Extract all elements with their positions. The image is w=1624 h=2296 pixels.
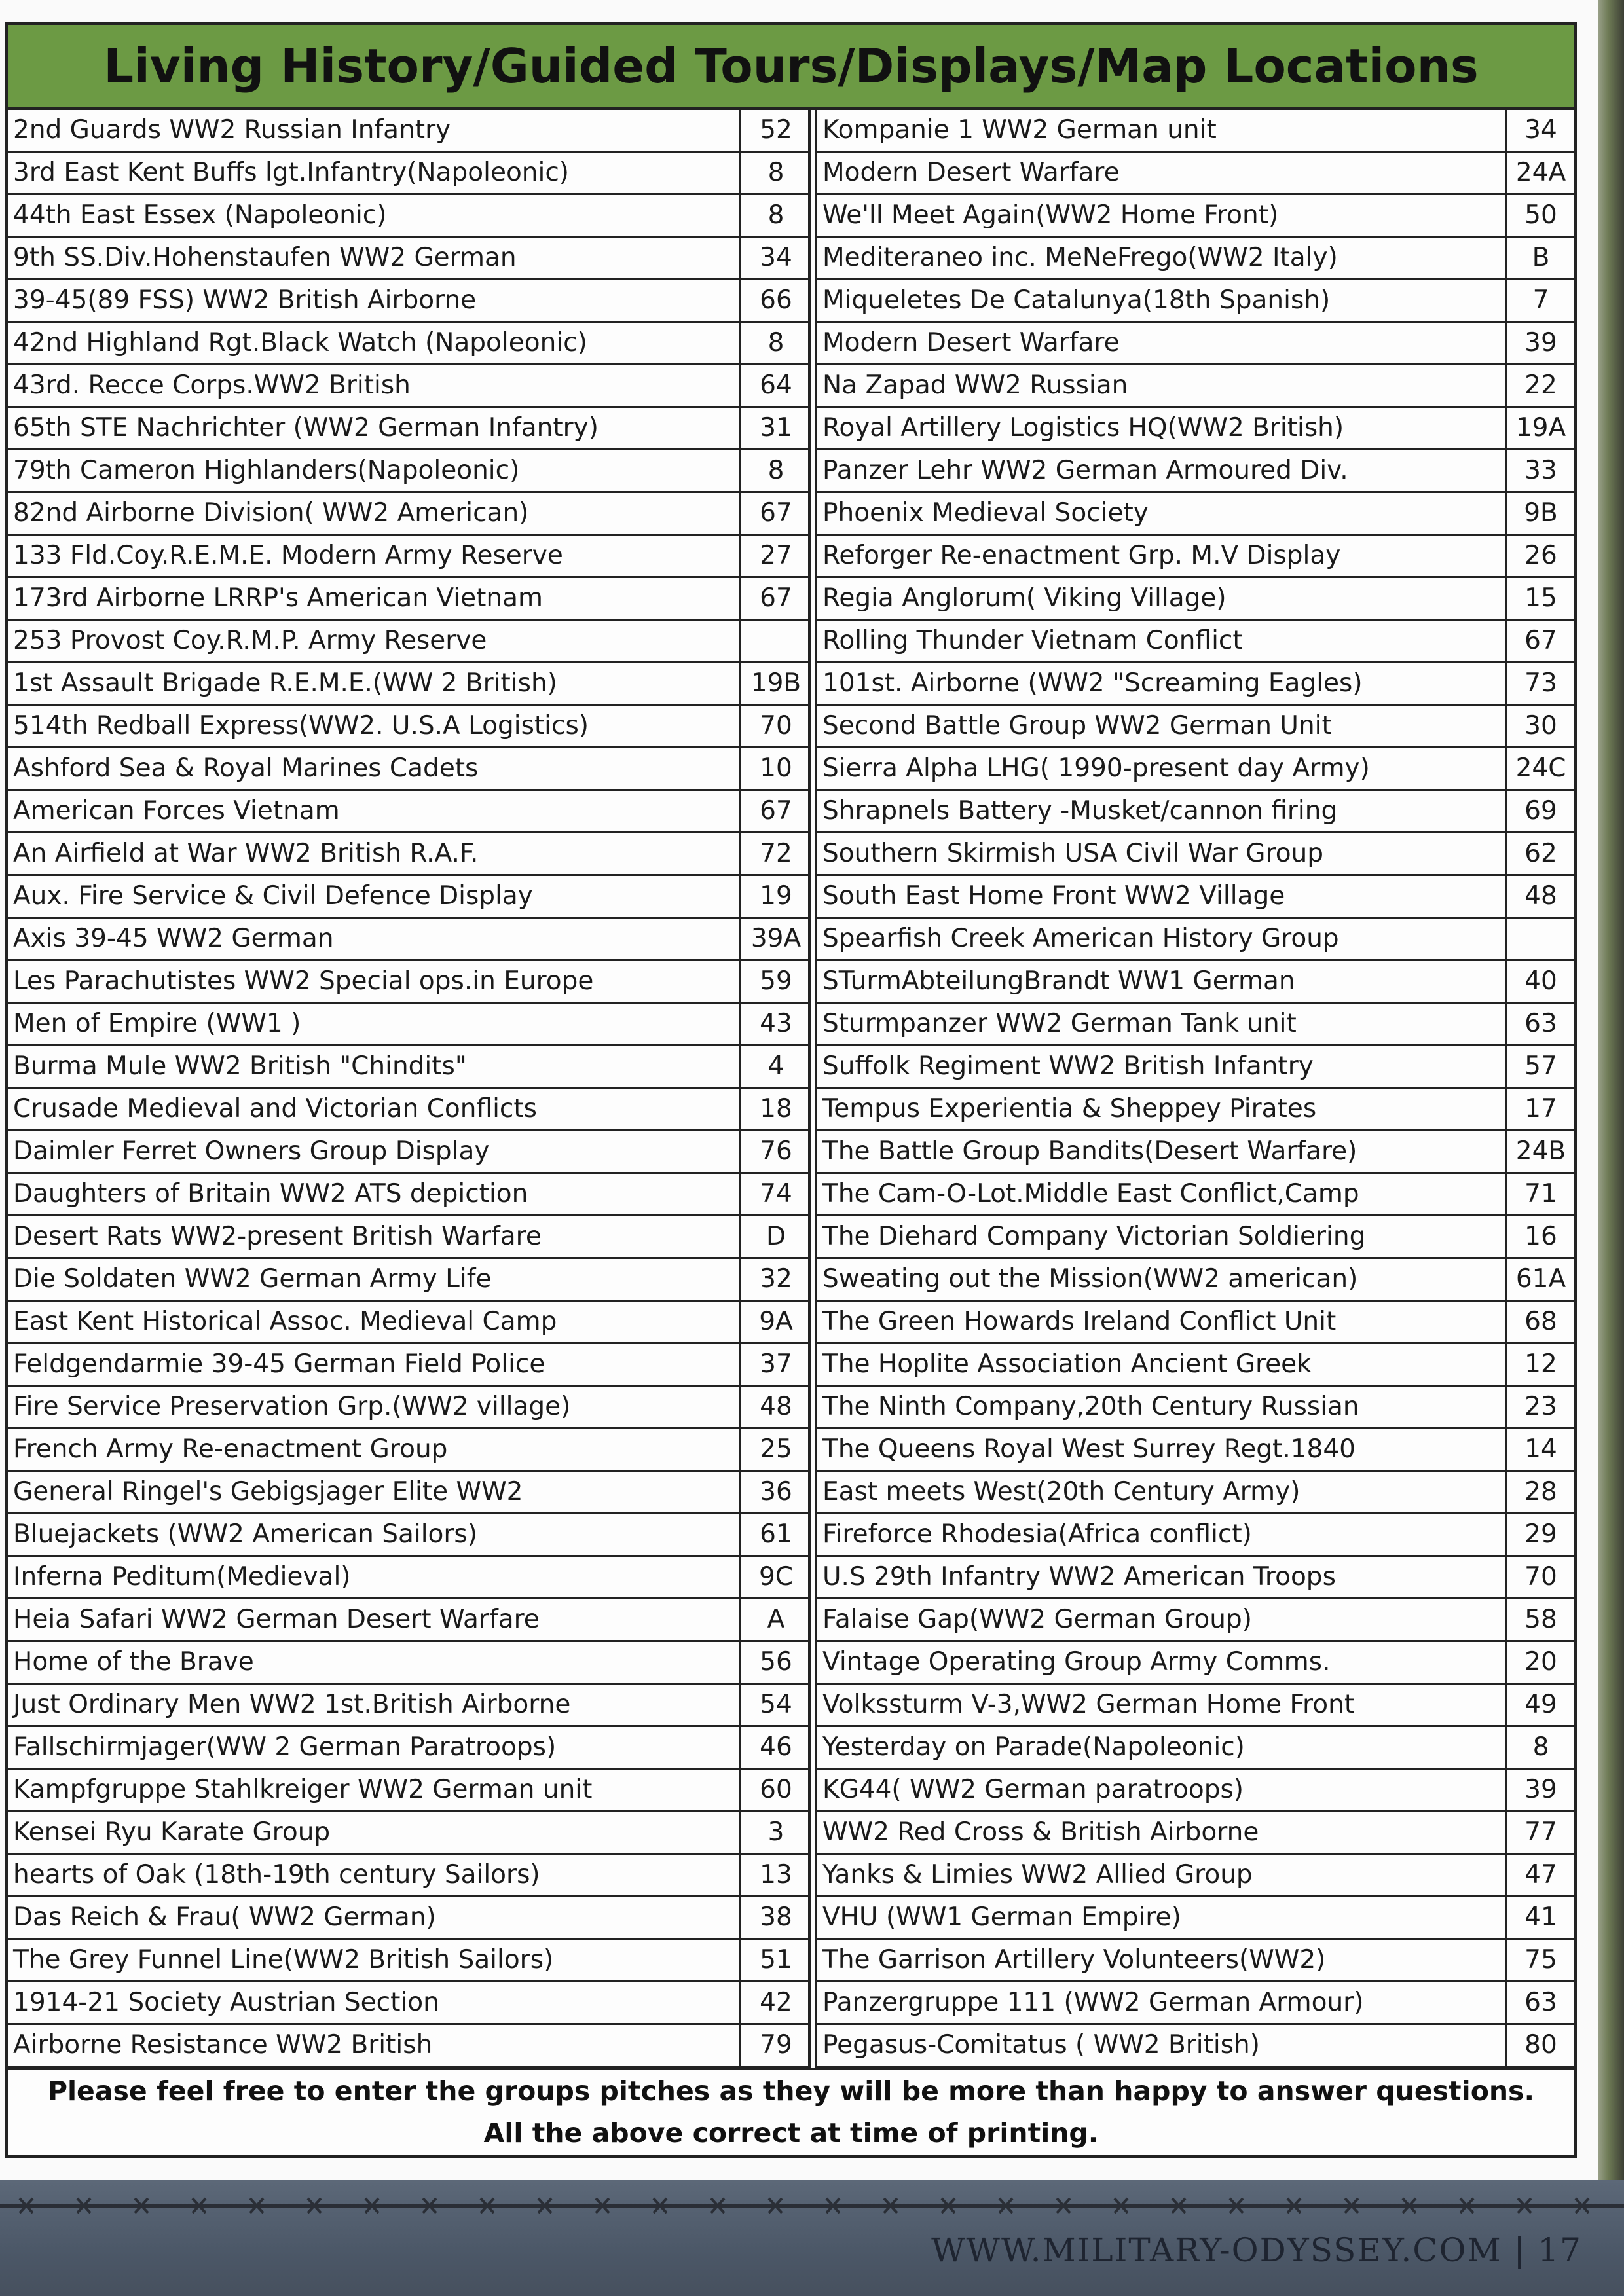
map-location: B: [1505, 238, 1574, 278]
table-row: [817, 110, 1574, 153]
table-row: [8, 1514, 811, 1557]
table-row: [8, 1429, 811, 1472]
group-name: Miqueletes De Catalunya(18th Spanish): [822, 285, 1331, 315]
table-row: [8, 1472, 811, 1514]
table-row: [817, 791, 1574, 833]
group-name: Heia Safari WW2 German Desert Warfare: [13, 1605, 540, 1634]
group-name: Phoenix Medieval Society: [822, 498, 1149, 528]
column-divider: [808, 110, 817, 2068]
group-name: East Kent Historical Assoc. Medieval Camp: [13, 1307, 557, 1336]
table-row: [817, 1344, 1574, 1387]
table-row: [817, 1599, 1574, 1642]
group-name: 1st Assault Brigade R.E.M.E.(WW 2 British): [13, 668, 557, 698]
table-row: [8, 365, 811, 408]
table-row: [817, 919, 1574, 961]
map-location: 19: [739, 876, 811, 917]
table-row: [817, 238, 1574, 280]
map-location: 80: [1505, 2025, 1574, 2066]
table-row: [8, 1216, 811, 1259]
table-row: [8, 1770, 811, 1812]
table-row: [8, 876, 811, 919]
table-row: [817, 408, 1574, 450]
map-location: 59: [739, 961, 811, 1002]
group-name: Les Parachutistes WW2 Special ops.in Europe: [13, 966, 594, 996]
group-name: Die Soldaten WW2 German Army Life: [13, 1264, 492, 1294]
group-name: Fireforce Rhodesia(Africa conflict): [822, 1520, 1252, 1549]
table-row: [8, 833, 811, 876]
map-location: 72: [739, 833, 811, 874]
group-name: 133 Fld.Coy.R.E.M.E. Modern Army Reserve: [13, 541, 563, 570]
table-row: [8, 536, 811, 578]
group-name: Rolling Thunder Vietnam Conflict: [822, 626, 1243, 655]
table-row: [8, 1259, 811, 1302]
map-location: 24C: [1505, 748, 1574, 789]
group-name: Sturmpanzer WW2 German Tank unit: [822, 1009, 1297, 1038]
map-location: 67: [739, 493, 811, 534]
group-name: Regia Anglorum( Viking Village): [822, 583, 1227, 613]
map-location: 25: [739, 1429, 811, 1470]
table-row: [8, 1599, 811, 1642]
map-location: 43: [739, 1004, 811, 1044]
map-location: 67: [739, 791, 811, 831]
table-row: [8, 1131, 811, 1174]
table-row: [817, 621, 1574, 663]
table-row: [8, 2025, 811, 2068]
table-row: [817, 961, 1574, 1004]
group-name: The Green Howards Ireland Conflict Unit: [822, 1307, 1337, 1336]
group-name: We'll Meet Again(WW2 Home Front): [822, 200, 1279, 230]
map-location: 48: [1505, 876, 1574, 917]
map-location: 9B: [1505, 493, 1574, 534]
group-name: Modern Desert Warfare: [822, 328, 1120, 357]
map-location: 8: [739, 323, 811, 363]
map-location: 67: [1505, 621, 1574, 661]
map-location: 70: [739, 706, 811, 746]
group-name: Sweating out the Mission(WW2 american): [822, 1264, 1358, 1294]
group-name: 82nd Airborne Division( WW2 American): [13, 498, 529, 528]
map-location: 46: [739, 1727, 811, 1768]
map-location: D: [739, 1216, 811, 1257]
table-row: [8, 706, 811, 748]
map-location: 9C: [739, 1557, 811, 1597]
table-row: [817, 153, 1574, 195]
group-name: Airborne Resistance WW2 British: [13, 2030, 433, 2060]
map-location: 16: [1505, 1216, 1574, 1257]
group-name: Axis 39-45 WW2 German: [13, 924, 334, 953]
table-row: [8, 1387, 811, 1429]
group-name: 79th Cameron Highlanders(Napoleonic): [13, 456, 520, 485]
map-location: 34: [739, 238, 811, 278]
table-row: [817, 1004, 1574, 1046]
map-location: [1505, 919, 1574, 959]
group-name: South East Home Front WW2 Village: [822, 881, 1285, 911]
table-row: [817, 1812, 1574, 1855]
table-row: [817, 323, 1574, 365]
page-edge-decoration: [1598, 0, 1624, 2180]
table-row: [8, 1046, 811, 1089]
table-row: [8, 493, 811, 536]
table-row: [8, 748, 811, 791]
group-name: KG44( WW2 German paratroops): [822, 1775, 1244, 1804]
group-name: Inferna Peditum(Medieval): [13, 1562, 351, 1592]
group-name: Modern Desert Warfare: [822, 158, 1120, 187]
table-row: [817, 748, 1574, 791]
group-name: The Ninth Company,20th Century Russian: [822, 1392, 1359, 1421]
group-name: Vintage Operating Group Army Comms.: [822, 1647, 1331, 1677]
map-location: 57: [1505, 1046, 1574, 1087]
map-location: 39: [1505, 1770, 1574, 1810]
map-location: 36: [739, 1472, 811, 1512]
table-row: [817, 1429, 1574, 1472]
group-name: Pegasus-Comitatus ( WW2 British): [822, 2030, 1260, 2060]
group-name: Panzer Lehr WW2 German Armoured Div.: [822, 456, 1348, 485]
table-row: [8, 280, 811, 323]
group-name: 39-45(89 FSS) WW2 British Airborne: [13, 285, 477, 315]
page-title: Living History/Guided Tours/Displays/Map Locations: [103, 39, 1479, 94]
group-name: Volkssturm V-3,WW2 German Home Front: [822, 1690, 1355, 1719]
group-name: Southern Skirmish USA Civil War Group: [822, 839, 1324, 868]
table-row: [8, 153, 811, 195]
table-row: [8, 195, 811, 238]
map-location: 30: [1505, 706, 1574, 746]
map-location: 13: [739, 1855, 811, 1895]
table-row: [817, 1982, 1574, 2025]
group-name: 173rd Airborne LRRP's American Vietnam: [13, 583, 543, 613]
group-name: Aux. Fire Service & Civil Defence Display: [13, 881, 533, 911]
table-row: [817, 1557, 1574, 1599]
map-location: 74: [739, 1174, 811, 1214]
map-location: 41: [1505, 1897, 1574, 1938]
table-row: [817, 1685, 1574, 1727]
map-location: 3: [739, 1812, 811, 1853]
map-location: 37: [739, 1344, 811, 1385]
table-row: [8, 1642, 811, 1685]
group-name: The Grey Funnel Line(WW2 British Sailors): [13, 1945, 554, 1975]
table-row: [817, 1174, 1574, 1216]
map-location: 62: [1505, 833, 1574, 874]
table-row: [8, 578, 811, 621]
map-location: 4: [739, 1046, 811, 1087]
map-location: 19A: [1505, 408, 1574, 448]
map-location: 15: [1505, 578, 1574, 619]
map-location: 64: [739, 365, 811, 406]
locations-table: [5, 22, 1577, 2158]
group-name: Yanks & Limies WW2 Allied Group: [822, 1860, 1253, 1889]
group-name: 514th Redball Express(WW2. U.S.A Logistics): [13, 711, 589, 740]
table-row: [8, 1089, 811, 1131]
group-name: American Forces Vietnam: [13, 796, 340, 826]
map-location: 71: [1505, 1174, 1574, 1214]
group-name: Daimler Ferret Owners Group Display: [13, 1137, 490, 1166]
table-row: [817, 1770, 1574, 1812]
map-location: 19B: [739, 663, 811, 704]
map-location: 58: [1505, 1599, 1574, 1640]
map-location: 20: [1505, 1642, 1574, 1683]
map-location: A: [739, 1599, 811, 1640]
table-row: [8, 791, 811, 833]
map-location: 70: [1505, 1557, 1574, 1597]
map-location: 39A: [739, 919, 811, 959]
group-name: Sierra Alpha LHG( 1990-present day Army): [822, 754, 1370, 783]
map-location: 12: [1505, 1344, 1574, 1385]
group-name: Kampfgruppe Stahlkreiger WW2 German unit: [13, 1775, 593, 1804]
group-name: 1914-21 Society Austrian Section: [13, 1988, 439, 2017]
group-name: Kensei Ryu Karate Group: [13, 1817, 331, 1847]
map-location: 42: [739, 1982, 811, 2023]
table-row: [817, 1897, 1574, 1940]
group-name: The Cam-O-Lot.Middle East Conflict,Camp: [822, 1179, 1359, 1209]
table-row: [8, 919, 811, 961]
group-name: Home of the Brave: [13, 1647, 254, 1677]
map-location: 34: [1505, 110, 1574, 151]
map-location: 24B: [1505, 1131, 1574, 1172]
table-row: [817, 1302, 1574, 1344]
table-row: [817, 280, 1574, 323]
group-name: Crusade Medieval and Victorian Conflicts: [13, 1094, 537, 1123]
map-location: 48: [739, 1387, 811, 1427]
group-name: Burma Mule WW2 British "Chindits": [13, 1051, 467, 1081]
table-row: [817, 2025, 1574, 2068]
group-name: STurmAbteilungBrandt WW1 German: [822, 966, 1295, 996]
map-location: 24A: [1505, 153, 1574, 193]
map-location: 10: [739, 748, 811, 789]
right-column: [817, 110, 1574, 2068]
table-row: [8, 1982, 811, 2025]
table-row: [8, 1302, 811, 1344]
group-name: The Garrison Artillery Volunteers(WW2): [822, 1945, 1326, 1975]
group-name: Panzergruppe 111 (WW2 German Armour): [822, 1988, 1364, 2017]
map-location: 8: [739, 195, 811, 236]
map-location: 28: [1505, 1472, 1574, 1512]
table-row: [8, 1940, 811, 1982]
group-name: Reforger Re-enactment Grp. M.V Display: [822, 541, 1341, 570]
table-row: [8, 621, 811, 663]
map-location: 73: [1505, 663, 1574, 704]
table-row: [8, 1727, 811, 1770]
group-name: Second Battle Group WW2 German Unit: [822, 711, 1332, 740]
group-name: hearts of Oak (18th-19th century Sailors): [13, 1860, 540, 1889]
map-location: 18: [739, 1089, 811, 1129]
table-row: [817, 493, 1574, 536]
group-name: The Battle Group Bandits(Desert Warfare): [822, 1137, 1357, 1166]
table-row: [817, 833, 1574, 876]
group-name: 44th East Essex (Napoleonic): [13, 200, 387, 230]
map-location: 79: [739, 2025, 811, 2066]
group-name: An Airfield at War WW2 British R.A.F.: [13, 839, 479, 868]
group-name: Yesterday on Parade(Napoleonic): [822, 1732, 1245, 1762]
table-row: [817, 195, 1574, 238]
table-header: [8, 25, 1574, 110]
table-row: [817, 1472, 1574, 1514]
group-name: 9th SS.Div.Hohenstaufen WW2 German: [13, 243, 517, 272]
map-location: 61: [739, 1514, 811, 1555]
map-location: 66: [739, 280, 811, 321]
table-row: [8, 408, 811, 450]
group-name: WW2 Red Cross & British Airborne: [822, 1817, 1259, 1847]
group-name: General Ringel's Gebigsjager Elite WW2: [13, 1477, 523, 1506]
group-name: 65th STE Nachrichter (WW2 German Infantry): [13, 413, 599, 443]
map-location: 23: [1505, 1387, 1574, 1427]
table-row: [817, 1046, 1574, 1089]
footer-note: Please feel free to enter the groups pitches as they will be more than happy to answer questions. All the above correct at time of printing.: [8, 2068, 1574, 2155]
map-location: 38: [739, 1897, 811, 1938]
table-row: [817, 365, 1574, 408]
table-row: [8, 1897, 811, 1940]
website-footer: WWW.MILITARY-ODYSSEY.COM | 17: [931, 2231, 1582, 2269]
map-location: 60: [739, 1770, 811, 1810]
group-name: Fire Service Preservation Grp.(WW2 village): [13, 1392, 571, 1421]
group-name: The Queens Royal West Surrey Regt.1840: [822, 1434, 1356, 1464]
group-name: 253 Provost Coy.R.M.P. Army Reserve: [13, 626, 487, 655]
table-row: [8, 1685, 811, 1727]
table-row: [817, 1642, 1574, 1685]
map-location: 77: [1505, 1812, 1574, 1853]
map-location: 14: [1505, 1429, 1574, 1470]
group-name: Das Reich & Frau( WW2 German): [13, 1903, 436, 1932]
map-location: 39: [1505, 323, 1574, 363]
group-name: Tempus Experientia & Sheppey Pirates: [822, 1094, 1317, 1123]
group-name: 3rd East Kent Buffs lgt.Infantry(Napoleonic): [13, 158, 570, 187]
table-row: [817, 663, 1574, 706]
map-location: 9A: [739, 1302, 811, 1342]
map-location: 31: [739, 408, 811, 448]
map-location: 33: [1505, 450, 1574, 491]
map-location: 75: [1505, 1940, 1574, 1980]
group-name: Spearfish Creek American History Group: [822, 924, 1339, 953]
map-location: [739, 621, 811, 661]
group-name: Daughters of Britain WW2 ATS depiction: [13, 1179, 528, 1209]
table-row: [817, 1089, 1574, 1131]
table-row: [817, 1514, 1574, 1557]
map-location: 7: [1505, 280, 1574, 321]
group-name: Men of Empire (WW1 ): [13, 1009, 301, 1038]
group-name: U.S 29th Infantry WW2 American Troops: [822, 1562, 1336, 1592]
table-row: [817, 1259, 1574, 1302]
map-location: 27: [739, 536, 811, 576]
table-row: [8, 1004, 811, 1046]
table-row: [817, 450, 1574, 493]
group-name: French Army Re-enactment Group: [13, 1434, 448, 1464]
map-location: 32: [739, 1259, 811, 1300]
map-location: 68: [1505, 1302, 1574, 1342]
table-row: [8, 450, 811, 493]
map-location: 69: [1505, 791, 1574, 831]
table-row: [8, 1344, 811, 1387]
group-name: Royal Artillery Logistics HQ(WW2 British): [822, 413, 1344, 443]
table-row: [8, 1812, 811, 1855]
map-location: 56: [739, 1642, 811, 1683]
group-name: 42nd Highland Rgt.Black Watch (Napoleonic): [13, 328, 587, 357]
map-location: 22: [1505, 365, 1574, 406]
map-location: 47: [1505, 1855, 1574, 1895]
table-row: [8, 323, 811, 365]
map-location: 63: [1505, 1004, 1574, 1044]
table-row: [817, 1727, 1574, 1770]
map-location: 54: [739, 1685, 811, 1725]
map-location: 50: [1505, 195, 1574, 236]
table-row: [817, 1940, 1574, 1982]
table-row: [817, 1216, 1574, 1259]
group-name: The Hoplite Association Ancient Greek: [822, 1349, 1312, 1379]
group-name: 2nd Guards WW2 Russian Infantry: [13, 115, 451, 145]
map-location: 40: [1505, 961, 1574, 1002]
group-name: Bluejackets (WW2 American Sailors): [13, 1520, 477, 1549]
table-row: [817, 1131, 1574, 1174]
group-name: 43rd. Recce Corps.WW2 British: [13, 371, 411, 400]
map-location: 76: [739, 1131, 811, 1172]
map-location: 52: [739, 110, 811, 151]
group-name: Kompanie 1 WW2 German unit: [822, 115, 1217, 145]
group-name: East meets West(20th Century Army): [822, 1477, 1301, 1506]
table-row: [8, 961, 811, 1004]
group-name: Na Zapad WW2 Russian: [822, 371, 1128, 400]
group-name: Ashford Sea & Royal Marines Cadets: [13, 754, 479, 783]
map-location: 63: [1505, 1982, 1574, 2023]
table-row: [8, 663, 811, 706]
map-location: 67: [739, 578, 811, 619]
table-row: [817, 1855, 1574, 1897]
table-row: [8, 238, 811, 280]
map-location: 51: [739, 1940, 811, 1980]
group-name: Mediteraneo inc. MeNeFrego(WW2 Italy): [822, 243, 1338, 272]
table-row: [817, 876, 1574, 919]
map-location: 49: [1505, 1685, 1574, 1725]
table-row: [817, 578, 1574, 621]
group-name: Shrapnels Battery -Musket/cannon firing: [822, 796, 1338, 826]
table-row: [817, 1387, 1574, 1429]
group-name: 101st. Airborne (WW2 "Screaming Eagles): [822, 668, 1363, 698]
map-location: 26: [1505, 536, 1574, 576]
left-column: [8, 110, 811, 2068]
group-name: Just Ordinary Men WW2 1st.British Airborne: [13, 1690, 571, 1719]
group-name: The Diehard Company Victorian Soldiering: [822, 1222, 1366, 1251]
group-name: VHU (WW1 German Empire): [822, 1903, 1181, 1932]
map-location: 8: [739, 153, 811, 193]
map-location: 29: [1505, 1514, 1574, 1555]
table-row: [8, 110, 811, 153]
group-name: Fallschirmjager(WW 2 German Paratroops): [13, 1732, 557, 1762]
table-row: [817, 536, 1574, 578]
table-row: [817, 706, 1574, 748]
group-name: Desert Rats WW2-present British Warfare: [13, 1222, 542, 1251]
table-row: [8, 1855, 811, 1897]
group-name: Feldgendarmie 39-45 German Field Police: [13, 1349, 545, 1379]
map-location: 8: [739, 450, 811, 491]
barbed-wire-decoration: [0, 2195, 1624, 2217]
group-name: Falaise Gap(WW2 German Group): [822, 1605, 1252, 1634]
map-location: 61A: [1505, 1259, 1574, 1300]
map-location: 17: [1505, 1089, 1574, 1129]
table-row: [8, 1174, 811, 1216]
table-row: [8, 1557, 811, 1599]
group-name: Suffolk Regiment WW2 British Infantry: [822, 1051, 1314, 1081]
map-location: 8: [1505, 1727, 1574, 1768]
